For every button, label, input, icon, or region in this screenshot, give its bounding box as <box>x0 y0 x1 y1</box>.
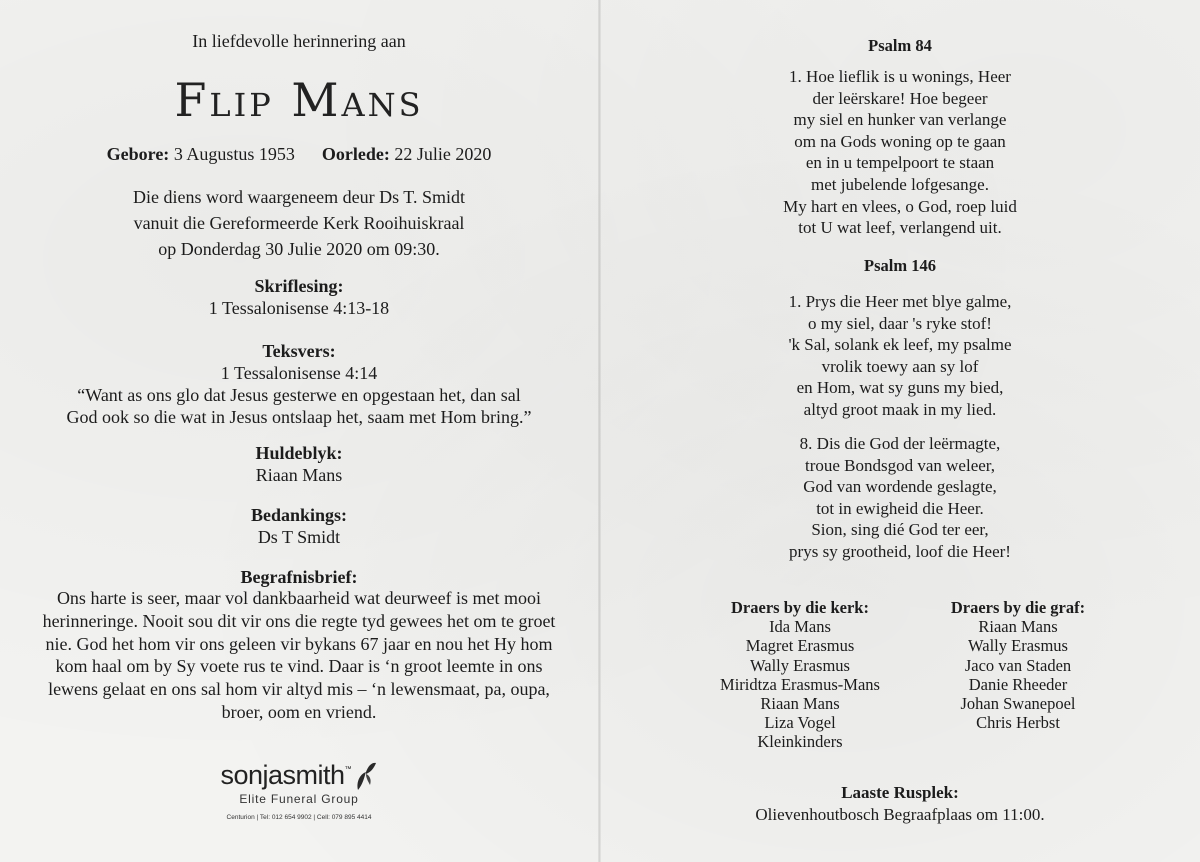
tribute-heading: Huldeblyk: <box>255 443 343 463</box>
bearer-name: Jaco van Staden <box>964 655 1072 675</box>
butterfly-icon <box>354 760 378 792</box>
service-line: Die diens word waargeneem deur Ds T. Smidt <box>133 187 465 207</box>
bearer-name: Chris Herbst <box>976 713 1060 733</box>
bearer-name: Danie Rheeder <box>968 674 1068 694</box>
service-line: op Donderdag 30 Julie 2020 om 09:30. <box>158 239 440 259</box>
verse-section <box>0 340 598 428</box>
logo-tm: ™ <box>344 766 352 773</box>
letter-line: herinneringe. Nooit sou dit vir ons die regte tyd gewees het om te groet <box>42 610 556 631</box>
thanks-name: Ds T Smidt <box>257 527 341 547</box>
bearer-name: Wally Erasmus <box>968 636 1068 656</box>
grave-bearers-heading: Draers by die graf: <box>950 598 1086 617</box>
service-line: vanuit die Gereformeerde Kerk Rooihuiskraal <box>133 213 465 233</box>
psalm-line: God van wordende geslagte, <box>803 477 997 497</box>
psalm-84-text <box>600 66 1200 239</box>
bearer-name: Ida Mans <box>769 617 831 637</box>
verse-line: God ook so die wat in Jesus ontslaap het, saam met Hom bring.” <box>66 407 532 427</box>
letter-line: nie. God het hom vir ons geleen vir bykans 67 jaar en nou het Hy hom <box>45 633 553 654</box>
church-bearers <box>700 598 900 752</box>
psalm-line: o my siel, daar 's ryke stof! <box>808 313 992 333</box>
letter-body <box>0 587 598 724</box>
psalm-146-verse-1 <box>600 291 1200 421</box>
died-label: Oorlede: <box>321 144 390 164</box>
psalm-line: 1. Prys die Heer met blye galme, <box>788 292 1012 311</box>
verse-heading: Teksvers: <box>262 341 336 361</box>
psalm-line: tot in ewigheid die Heer. <box>816 498 984 518</box>
bearer-name: Johan Swanepoel <box>960 694 1076 714</box>
funeral-home-logo <box>0 760 598 824</box>
psalm-146-verse-8 <box>600 433 1200 563</box>
psalm-line: tot U wat leef, verlangend uit. <box>798 218 1002 238</box>
bearer-name: Wally Erasmus <box>750 655 850 675</box>
psalm-line: 'k Sal, solank ek leef, my psalme <box>788 335 1012 355</box>
verse-ref: 1 Tessalonisense 4:14 <box>220 363 378 383</box>
letter-line: lewens gelaat en ons sal hom vir altyd mis – ‘n lewensmaat, pa, oupa, <box>48 679 550 700</box>
thanks-heading: Bedankings: <box>250 505 348 525</box>
psalm-line: My hart en vlees, o God, roep luid <box>783 196 1017 216</box>
intro-text: In liefdevolle herinnering aan <box>192 31 406 51</box>
letter-line: broer, oom en vriend. <box>221 701 377 722</box>
psalm-line: troue Bondsgod van weleer, <box>804 455 996 475</box>
bearer-name: Liza Vogel <box>764 713 836 733</box>
reading-heading: Skriflesing: <box>254 276 344 296</box>
resting-place <box>600 782 1200 826</box>
church-bearers-heading: Draers by die kerk: <box>731 598 869 617</box>
logo-contact: Centurion | Tel: 012 654 9902 | Cell: 079 895 4414 <box>226 814 372 821</box>
psalm-line: 8. Dis die God der leërmagte, <box>799 434 1001 453</box>
thanks-section <box>0 504 598 548</box>
resting-place-heading: Laaste Rusplek: <box>841 783 959 802</box>
reading-section <box>0 275 598 319</box>
bearer-name: Riaan Mans <box>978 617 1058 637</box>
service-details <box>0 184 598 262</box>
resting-place-text: Olievenhoutbosch Begraafplaas om 11:00. <box>755 805 1045 824</box>
reading-text: 1 Tessalonisense 4:13-18 <box>208 298 390 318</box>
bearer-name: Riaan Mans <box>760 694 840 714</box>
logo-subtitle: Elite Funeral Group <box>239 792 359 806</box>
psalm-line: prys sy grootheid, loof die Heer! <box>789 541 1011 561</box>
bearer-name: Kleinkinders <box>757 732 843 752</box>
grave-bearers <box>918 598 1118 732</box>
deceased-name: Flip Mans <box>174 73 424 127</box>
psalm-line: om na Gods woning op te gaan <box>794 131 1006 151</box>
born-label: Gebore: <box>106 144 170 164</box>
psalm-line: en Hom, wat sy guns my bied, <box>796 378 1004 398</box>
bearer-name: Magret Erasmus <box>745 636 855 656</box>
psalm-line: en in u tempelpoort te staan <box>805 153 995 173</box>
tribute-name: Riaan Mans <box>255 465 343 485</box>
died-date: 22 Julie 2020 <box>394 144 492 164</box>
tribute-section <box>0 442 598 486</box>
psalm-line: my siel en hunker van verlange <box>793 110 1007 130</box>
psalm-line: met jubelende lofgesange. <box>811 174 989 194</box>
verse-line: “Want as ons glo dat Jesus gesterwe en opgestaan het, dan sal <box>77 385 521 405</box>
born-date: 3 Augustus 1953 <box>173 144 295 164</box>
psalm-line: 1. Hoe lieflik is u wonings, Heer <box>789 67 1011 86</box>
psalm-line: der leërskare! Hoe begeer <box>812 88 988 108</box>
letter-line: Ons harte is seer, maar vol dankbaarheid wat deurweef is met mooi <box>56 588 542 608</box>
psalm-84-heading: Psalm 84 <box>868 36 932 55</box>
psalm-line: Sion, sing dié God ter eer, <box>811 520 989 540</box>
letter-heading: Begrafnisbrief: <box>240 567 358 587</box>
letter-line: kom haal om by Sy voete rus te vind. Daar is ‘n groot leemte in ons <box>55 656 543 677</box>
logo-name: sonjasmith <box>220 760 345 790</box>
psalm-line: altyd groot maak in my lied. <box>803 399 997 419</box>
bearer-name: Miridtza Erasmus-Mans <box>720 674 880 694</box>
dates-row <box>0 144 598 165</box>
psalm-146-heading: Psalm 146 <box>864 256 936 275</box>
psalm-line: vrolik toewy aan sy lof <box>821 356 979 376</box>
